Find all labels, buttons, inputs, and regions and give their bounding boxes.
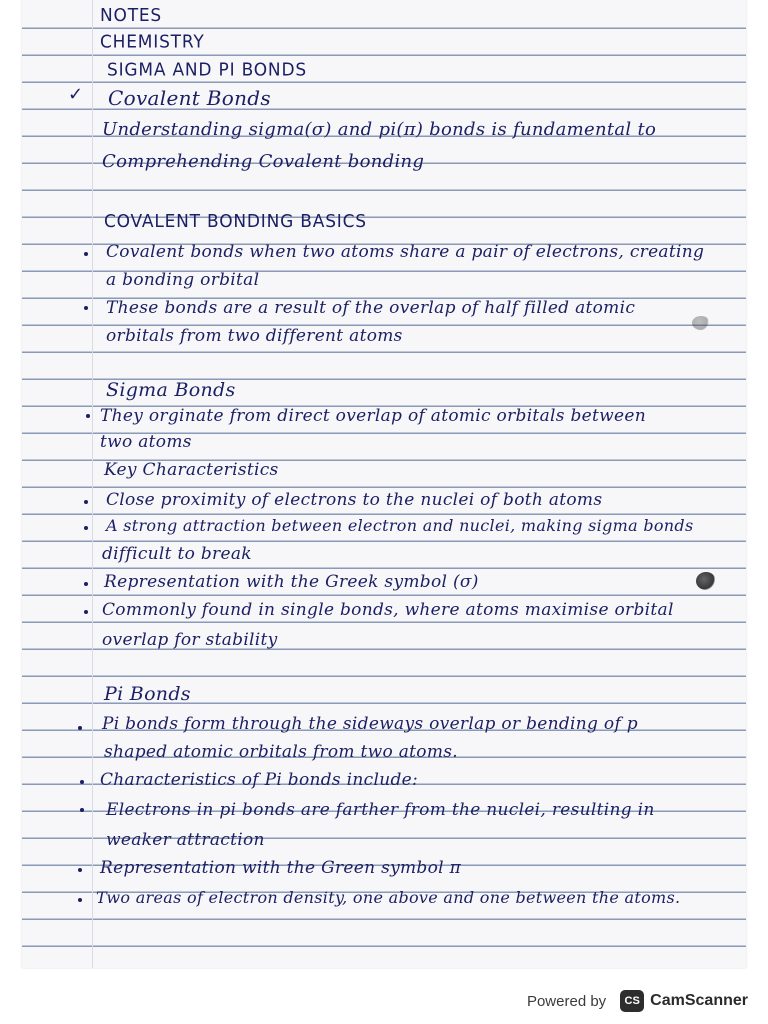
note-line: NOTES xyxy=(100,5,163,27)
bullet-point xyxy=(84,582,88,586)
note-line: A strong attraction between electron and nuclei, making sigma bonds xyxy=(106,516,694,535)
note-line: Pi bonds form through the sideways overlap or bending of p xyxy=(102,714,638,734)
notebook-page xyxy=(22,0,746,968)
note-line: Commonly found in single bonds, where atoms maximise orbital xyxy=(102,600,674,620)
binder-hole-shadow xyxy=(692,316,710,330)
note-line: Close proximity of electrons to the nuclei of both atoms xyxy=(106,490,603,510)
note-line: SIGMA AND PI BONDS xyxy=(107,59,307,81)
note-line: difficult to break xyxy=(102,544,252,564)
note-line: Characteristics of Pi bonds include: xyxy=(100,770,419,790)
margin-line xyxy=(92,0,93,968)
note-line: a bonding orbital xyxy=(106,270,260,290)
bullet-point xyxy=(84,252,88,256)
bullet-point xyxy=(78,898,82,902)
powered-by-label: Powered by xyxy=(526,992,607,1010)
note-line: overlap for stability xyxy=(102,630,278,650)
checkmark-icon: ✓ xyxy=(68,84,84,105)
note-line: orbitals from two different atoms xyxy=(106,326,403,346)
note-line: Key Characteristics xyxy=(104,460,279,480)
note-line: Covalent Bonds xyxy=(108,86,271,110)
bullet-point xyxy=(78,726,82,730)
camscanner-logo-icon: CS xyxy=(620,990,644,1012)
bullet-point xyxy=(84,306,88,310)
bullet-point xyxy=(84,610,88,614)
bullet-point xyxy=(80,780,84,784)
note-line: shaped atomic orbitals from two atoms. xyxy=(104,742,458,762)
bullet-point xyxy=(78,868,82,872)
scanner-watermark xyxy=(527,990,748,1012)
note-line: Sigma Bonds xyxy=(106,379,236,401)
note-line: Pi Bonds xyxy=(104,683,191,705)
note-line: COVALENT BONDING BASICS xyxy=(104,211,367,233)
note-line: weaker attraction xyxy=(106,830,265,850)
note-line: Two areas of electron density, one above and one between the atoms. xyxy=(96,888,681,907)
brand-name: CamScanner xyxy=(650,992,748,1009)
note-line: Understanding sigma(σ) and pi(π) bonds is fundamental to xyxy=(102,119,657,140)
bullet-point xyxy=(84,500,88,504)
bullet-point xyxy=(84,526,88,530)
bullet-point xyxy=(86,414,90,418)
note-line: These bonds are a result of the overlap of half filled atomic xyxy=(106,298,636,318)
note-line: Covalent bonds when two atoms share a pair of electrons, creating xyxy=(106,242,705,262)
note-line: Comprehending Covalent bonding xyxy=(102,151,425,172)
note-line: Representation with the Greek symbol (σ) xyxy=(104,572,479,592)
note-line: two atoms xyxy=(100,432,192,452)
note-line: CHEMISTRY xyxy=(100,31,205,53)
note-line: Electrons in pi bonds are farther from the nuclei, resulting in xyxy=(106,800,655,820)
binder-hole-shadow xyxy=(696,572,716,590)
bullet-point xyxy=(80,808,84,812)
note-line: Representation with the Green symbol π xyxy=(100,858,462,878)
note-line: They orginate from direct overlap of atomic orbitals between xyxy=(100,406,646,426)
